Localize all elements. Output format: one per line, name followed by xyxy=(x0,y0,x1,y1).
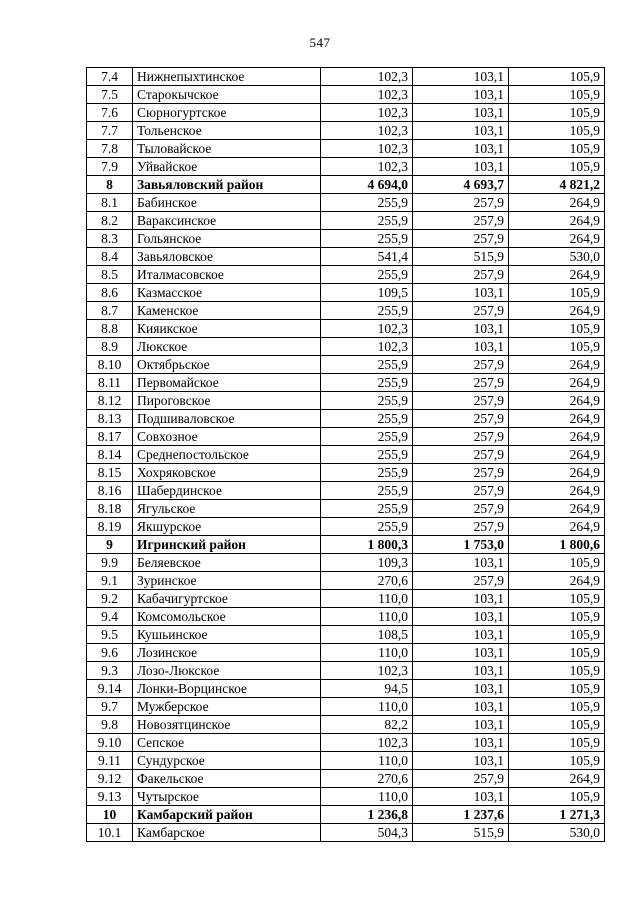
row-number-cell: 10.1 xyxy=(87,824,133,842)
settlement-name-cell: Шабердинское xyxy=(133,482,321,500)
row-number-cell: 9.7 xyxy=(87,698,133,716)
table-row xyxy=(87,500,605,518)
table-row xyxy=(87,428,605,446)
value-cell-2: 257,9 xyxy=(413,518,509,536)
row-number-cell: 8 xyxy=(87,176,133,194)
value-cell-2: 103,1 xyxy=(413,698,509,716)
settlement-name-cell: Новозятцинское xyxy=(133,716,321,734)
value-cell-2: 257,9 xyxy=(413,374,509,392)
table-row xyxy=(87,266,605,284)
value-cell-3: 105,9 xyxy=(509,626,605,644)
row-number-cell: 9.12 xyxy=(87,770,133,788)
settlement-name-cell: Хохряковское xyxy=(133,464,321,482)
value-cell-3: 264,9 xyxy=(509,464,605,482)
value-cell-3: 105,9 xyxy=(509,590,605,608)
value-cell-1: 255,9 xyxy=(321,428,413,446)
row-number-cell: 9.6 xyxy=(87,644,133,662)
row-number-cell: 8.1 xyxy=(87,194,133,212)
value-cell-1: 255,9 xyxy=(321,446,413,464)
district-row xyxy=(87,536,605,554)
table-row xyxy=(87,320,605,338)
row-number-cell: 7.9 xyxy=(87,158,133,176)
value-cell-1: 110,0 xyxy=(321,644,413,662)
table-row xyxy=(87,464,605,482)
value-cell-2: 103,1 xyxy=(413,338,509,356)
value-cell-2: 257,9 xyxy=(413,464,509,482)
table-row xyxy=(87,230,605,248)
row-number-cell: 8.5 xyxy=(87,266,133,284)
value-cell-3: 105,9 xyxy=(509,104,605,122)
value-cell-2: 257,9 xyxy=(413,230,509,248)
value-cell-2: 257,9 xyxy=(413,266,509,284)
value-cell-2: 103,1 xyxy=(413,662,509,680)
row-number-cell: 9.5 xyxy=(87,626,133,644)
value-cell-1: 102,3 xyxy=(321,338,413,356)
settlement-name-cell: Сюрногуртское xyxy=(133,104,321,122)
row-number-cell: 8.15 xyxy=(87,464,133,482)
row-number-cell: 8.10 xyxy=(87,356,133,374)
settlement-name-cell: Вараксинское xyxy=(133,212,321,230)
value-cell-2: 103,1 xyxy=(413,122,509,140)
table-row xyxy=(87,662,605,680)
value-cell-2: 257,9 xyxy=(413,302,509,320)
row-number-cell: 9.1 xyxy=(87,572,133,590)
settlement-name-cell: Зуринское xyxy=(133,572,321,590)
settlement-name-cell: Кушьинское xyxy=(133,626,321,644)
value-cell-1: 102,3 xyxy=(321,734,413,752)
value-cell-3: 105,9 xyxy=(509,86,605,104)
row-number-cell: 9 xyxy=(87,536,133,554)
value-cell-2: 257,9 xyxy=(413,392,509,410)
settlement-name-cell: Подшиваловское xyxy=(133,410,321,428)
value-cell-1: 255,9 xyxy=(321,392,413,410)
value-cell-2: 4 693,7 xyxy=(413,176,509,194)
table-row xyxy=(87,302,605,320)
row-number-cell: 8.6 xyxy=(87,284,133,302)
row-number-cell: 8.9 xyxy=(87,338,133,356)
value-cell-3: 264,9 xyxy=(509,518,605,536)
settlement-name-cell: Гольянское xyxy=(133,230,321,248)
table-body xyxy=(87,68,605,842)
row-number-cell: 9.3 xyxy=(87,662,133,680)
table-row xyxy=(87,626,605,644)
table-row xyxy=(87,68,605,86)
table-row xyxy=(87,590,605,608)
table-row xyxy=(87,770,605,788)
settlement-name-cell: Тольенское xyxy=(133,122,321,140)
value-cell-1: 102,3 xyxy=(321,662,413,680)
value-cell-1: 255,9 xyxy=(321,194,413,212)
value-cell-1: 110,0 xyxy=(321,608,413,626)
settlement-name-cell: Беляевское xyxy=(133,554,321,572)
settlement-name-cell: Комсомольское xyxy=(133,608,321,626)
row-number-cell: 9.13 xyxy=(87,788,133,806)
value-cell-3: 264,9 xyxy=(509,302,605,320)
row-number-cell: 9.11 xyxy=(87,752,133,770)
row-number-cell: 8.19 xyxy=(87,518,133,536)
value-cell-1: 94,5 xyxy=(321,680,413,698)
value-cell-1: 255,9 xyxy=(321,464,413,482)
value-cell-1: 541,4 xyxy=(321,248,413,266)
value-cell-2: 515,9 xyxy=(413,248,509,266)
table-row xyxy=(87,284,605,302)
value-cell-2: 103,1 xyxy=(413,104,509,122)
value-cell-2: 257,9 xyxy=(413,446,509,464)
budget-table xyxy=(86,67,605,842)
value-cell-2: 257,9 xyxy=(413,770,509,788)
value-cell-3: 264,9 xyxy=(509,446,605,464)
row-number-cell: 9.2 xyxy=(87,590,133,608)
value-cell-3: 264,9 xyxy=(509,356,605,374)
value-cell-2: 257,9 xyxy=(413,428,509,446)
value-cell-2: 103,1 xyxy=(413,644,509,662)
value-cell-1: 255,9 xyxy=(321,266,413,284)
table-row xyxy=(87,86,605,104)
value-cell-3: 105,9 xyxy=(509,284,605,302)
value-cell-3: 264,9 xyxy=(509,392,605,410)
value-cell-2: 103,1 xyxy=(413,140,509,158)
value-cell-1: 110,0 xyxy=(321,590,413,608)
table-row xyxy=(87,410,605,428)
row-number-cell: 8.13 xyxy=(87,410,133,428)
table-row xyxy=(87,140,605,158)
table-row xyxy=(87,212,605,230)
table-row xyxy=(87,104,605,122)
value-cell-3: 264,9 xyxy=(509,572,605,590)
value-cell-3: 264,9 xyxy=(509,194,605,212)
settlement-name-cell: Октябрьское xyxy=(133,356,321,374)
table-row xyxy=(87,194,605,212)
value-cell-3: 105,9 xyxy=(509,644,605,662)
value-cell-1: 255,9 xyxy=(321,482,413,500)
value-cell-3: 264,9 xyxy=(509,212,605,230)
table-row xyxy=(87,338,605,356)
value-cell-3: 105,9 xyxy=(509,788,605,806)
value-cell-2: 257,9 xyxy=(413,356,509,374)
value-cell-1: 102,3 xyxy=(321,122,413,140)
value-cell-3: 105,9 xyxy=(509,158,605,176)
row-number-cell: 9.14 xyxy=(87,680,133,698)
settlement-name-cell: Тыловайское xyxy=(133,140,321,158)
value-cell-3: 105,9 xyxy=(509,338,605,356)
value-cell-1: 102,3 xyxy=(321,140,413,158)
settlement-name-cell: Ягульское xyxy=(133,500,321,518)
settlement-name-cell: Кабачигуртское xyxy=(133,590,321,608)
table-row xyxy=(87,788,605,806)
settlement-name-cell: Пироговское xyxy=(133,392,321,410)
value-cell-2: 103,1 xyxy=(413,590,509,608)
value-cell-1: 102,3 xyxy=(321,86,413,104)
value-cell-3: 264,9 xyxy=(509,230,605,248)
row-number-cell: 8.17 xyxy=(87,428,133,446)
value-cell-3: 105,9 xyxy=(509,734,605,752)
table-row xyxy=(87,680,605,698)
value-cell-1: 504,3 xyxy=(321,824,413,842)
row-number-cell: 9.10 xyxy=(87,734,133,752)
row-number-cell: 8.18 xyxy=(87,500,133,518)
value-cell-1: 255,9 xyxy=(321,374,413,392)
value-cell-3: 105,9 xyxy=(509,716,605,734)
table-row xyxy=(87,554,605,572)
value-cell-2: 257,9 xyxy=(413,194,509,212)
value-cell-1: 255,9 xyxy=(321,356,413,374)
row-number-cell: 7.6 xyxy=(87,104,133,122)
row-number-cell: 8.2 xyxy=(87,212,133,230)
table-row xyxy=(87,446,605,464)
settlement-name-cell: Среднепостольское xyxy=(133,446,321,464)
value-cell-3: 105,9 xyxy=(509,140,605,158)
value-cell-3: 264,9 xyxy=(509,410,605,428)
value-cell-2: 257,9 xyxy=(413,500,509,518)
row-number-cell: 9.8 xyxy=(87,716,133,734)
value-cell-2: 103,1 xyxy=(413,68,509,86)
value-cell-3: 1 800,6 xyxy=(509,536,605,554)
value-cell-2: 257,9 xyxy=(413,572,509,590)
value-cell-3: 264,9 xyxy=(509,500,605,518)
value-cell-1: 102,3 xyxy=(321,158,413,176)
row-number-cell: 8.4 xyxy=(87,248,133,266)
table-row xyxy=(87,248,605,266)
value-cell-2: 257,9 xyxy=(413,410,509,428)
row-number-cell: 8.16 xyxy=(87,482,133,500)
value-cell-1: 255,9 xyxy=(321,212,413,230)
settlement-name-cell: Уйвайское xyxy=(133,158,321,176)
settlement-name-cell: Каменское xyxy=(133,302,321,320)
table-row xyxy=(87,374,605,392)
row-number-cell: 8.7 xyxy=(87,302,133,320)
value-cell-1: 255,9 xyxy=(321,410,413,428)
value-cell-1: 102,3 xyxy=(321,104,413,122)
value-cell-2: 515,9 xyxy=(413,824,509,842)
settlement-name-cell: Камбарский район xyxy=(133,806,321,824)
settlement-name-cell: Лозинское xyxy=(133,644,321,662)
value-cell-1: 110,0 xyxy=(321,752,413,770)
value-cell-1: 255,9 xyxy=(321,518,413,536)
value-cell-3: 264,9 xyxy=(509,428,605,446)
value-cell-1: 109,3 xyxy=(321,554,413,572)
value-cell-3: 105,9 xyxy=(509,752,605,770)
settlement-name-cell: Лонки-Ворцинское xyxy=(133,680,321,698)
table-row xyxy=(87,824,605,842)
table-row xyxy=(87,698,605,716)
row-number-cell: 9.9 xyxy=(87,554,133,572)
settlement-name-cell: Факельское xyxy=(133,770,321,788)
value-cell-3: 105,9 xyxy=(509,662,605,680)
row-number-cell: 8.12 xyxy=(87,392,133,410)
value-cell-3: 4 821,2 xyxy=(509,176,605,194)
value-cell-2: 103,1 xyxy=(413,626,509,644)
value-cell-1: 270,6 xyxy=(321,572,413,590)
district-row xyxy=(87,176,605,194)
row-number-cell: 7.8 xyxy=(87,140,133,158)
value-cell-1: 102,3 xyxy=(321,320,413,338)
settlement-name-cell: Кияикское xyxy=(133,320,321,338)
settlement-name-cell: Италмасовское xyxy=(133,266,321,284)
value-cell-3: 264,9 xyxy=(509,374,605,392)
settlement-name-cell: Игринский район xyxy=(133,536,321,554)
settlement-name-cell: Мужберское xyxy=(133,698,321,716)
table-row xyxy=(87,518,605,536)
table-row xyxy=(87,356,605,374)
settlement-name-cell: Бабинское xyxy=(133,194,321,212)
value-cell-2: 103,1 xyxy=(413,158,509,176)
district-row xyxy=(87,806,605,824)
row-number-cell: 10 xyxy=(87,806,133,824)
settlement-name-cell: Камбарское xyxy=(133,824,321,842)
value-cell-1: 255,9 xyxy=(321,302,413,320)
value-cell-1: 109,5 xyxy=(321,284,413,302)
settlement-name-cell: Чутырское xyxy=(133,788,321,806)
settlement-name-cell: Сепское xyxy=(133,734,321,752)
value-cell-2: 103,1 xyxy=(413,752,509,770)
value-cell-3: 105,9 xyxy=(509,680,605,698)
value-cell-2: 103,1 xyxy=(413,284,509,302)
value-cell-2: 103,1 xyxy=(413,320,509,338)
value-cell-3: 105,9 xyxy=(509,554,605,572)
settlement-name-cell: Нижнепыхтинское xyxy=(133,68,321,86)
table-row xyxy=(87,392,605,410)
settlement-name-cell: Первомайское xyxy=(133,374,321,392)
value-cell-2: 257,9 xyxy=(413,482,509,500)
value-cell-1: 1 236,8 xyxy=(321,806,413,824)
value-cell-2: 103,1 xyxy=(413,788,509,806)
table-row xyxy=(87,644,605,662)
row-number-cell: 8.14 xyxy=(87,446,133,464)
value-cell-2: 257,9 xyxy=(413,212,509,230)
value-cell-1: 108,5 xyxy=(321,626,413,644)
settlement-name-cell: Старокычское xyxy=(133,86,321,104)
table-row xyxy=(87,752,605,770)
table-row xyxy=(87,482,605,500)
table-row xyxy=(87,716,605,734)
value-cell-2: 103,1 xyxy=(413,716,509,734)
table-row xyxy=(87,158,605,176)
value-cell-3: 264,9 xyxy=(509,482,605,500)
value-cell-3: 530,0 xyxy=(509,824,605,842)
row-number-cell: 8.8 xyxy=(87,320,133,338)
row-number-cell: 8.3 xyxy=(87,230,133,248)
settlement-name-cell: Казмасское xyxy=(133,284,321,302)
settlement-name-cell: Завьяловское xyxy=(133,248,321,266)
table-row xyxy=(87,572,605,590)
settlement-name-cell: Совхозное xyxy=(133,428,321,446)
row-number-cell: 8.11 xyxy=(87,374,133,392)
settlement-name-cell: Лозо-Люкское xyxy=(133,662,321,680)
value-cell-2: 103,1 xyxy=(413,734,509,752)
value-cell-2: 103,1 xyxy=(413,554,509,572)
settlement-name-cell: Завьяловский район xyxy=(133,176,321,194)
row-number-cell: 9.4 xyxy=(87,608,133,626)
value-cell-1: 110,0 xyxy=(321,788,413,806)
value-cell-3: 105,9 xyxy=(509,608,605,626)
settlement-name-cell: Сундурское xyxy=(133,752,321,770)
value-cell-1: 255,9 xyxy=(321,500,413,518)
value-cell-2: 103,1 xyxy=(413,608,509,626)
table-row xyxy=(87,734,605,752)
page-number: 547 xyxy=(309,35,331,50)
value-cell-3: 1 271,3 xyxy=(509,806,605,824)
value-cell-1: 1 800,3 xyxy=(321,536,413,554)
table-row xyxy=(87,122,605,140)
row-number-cell: 7.5 xyxy=(87,86,133,104)
value-cell-3: 105,9 xyxy=(509,320,605,338)
row-number-cell: 7.7 xyxy=(87,122,133,140)
value-cell-1: 110,0 xyxy=(321,698,413,716)
value-cell-2: 1 753,0 xyxy=(413,536,509,554)
value-cell-1: 82,2 xyxy=(321,716,413,734)
value-cell-2: 103,1 xyxy=(413,680,509,698)
value-cell-2: 103,1 xyxy=(413,86,509,104)
value-cell-3: 105,9 xyxy=(509,122,605,140)
value-cell-1: 255,9 xyxy=(321,230,413,248)
value-cell-1: 4 694,0 xyxy=(321,176,413,194)
value-cell-1: 270,6 xyxy=(321,770,413,788)
value-cell-3: 264,9 xyxy=(509,266,605,284)
value-cell-3: 264,9 xyxy=(509,770,605,788)
settlement-name-cell: Якшурское xyxy=(133,518,321,536)
value-cell-3: 530,0 xyxy=(509,248,605,266)
value-cell-2: 1 237,6 xyxy=(413,806,509,824)
row-number-cell: 7.4 xyxy=(87,68,133,86)
table-row xyxy=(87,608,605,626)
value-cell-3: 105,9 xyxy=(509,68,605,86)
value-cell-3: 105,9 xyxy=(509,698,605,716)
value-cell-1: 102,3 xyxy=(321,68,413,86)
settlement-name-cell: Люкское xyxy=(133,338,321,356)
